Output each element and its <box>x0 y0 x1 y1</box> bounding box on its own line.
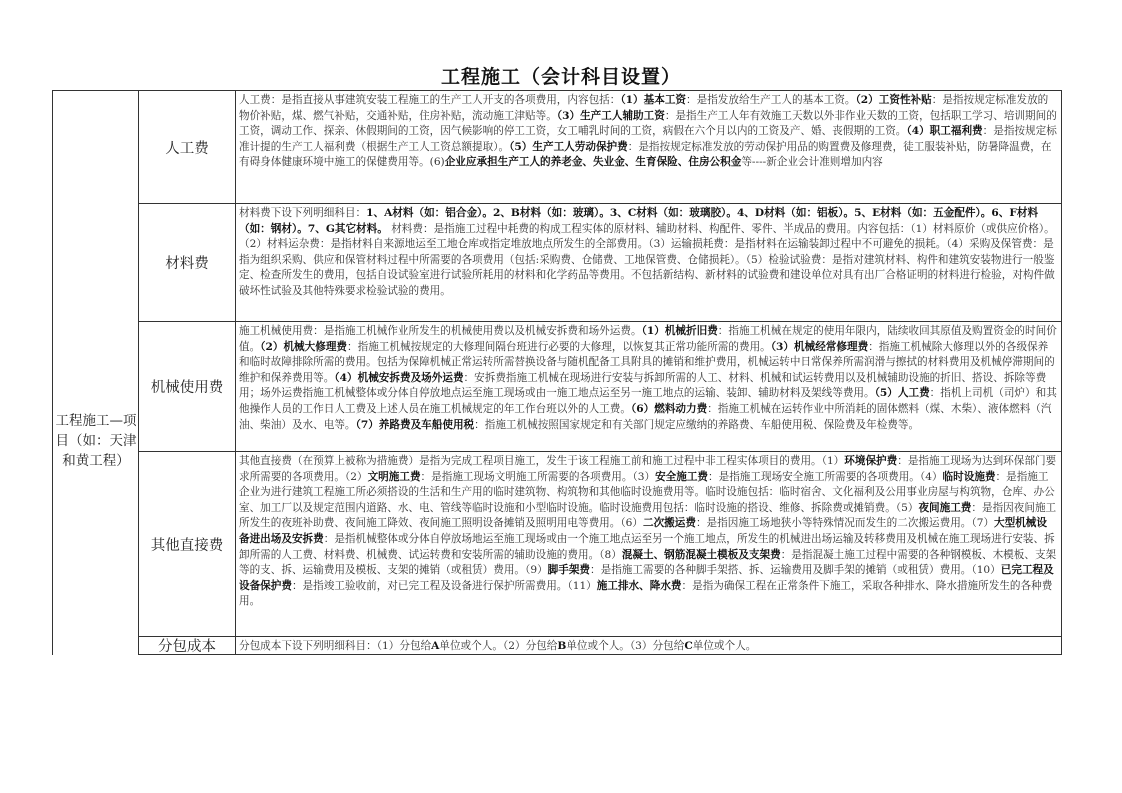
table-row-materials <box>138 203 1062 321</box>
description-text: ：是指按规定标准计提的生产工人福利费（根据生产工人工资总额提取）。 <box>239 125 1057 153</box>
category-labor: 人工费 <box>139 91 236 203</box>
description-term: （4）职工福利费 <box>906 125 983 138</box>
description-machinery <box>236 322 1060 451</box>
description-term: 夜间施工费 <box>918 501 972 514</box>
description-text: ：指施工机械按规定的大修理间隔台班进行必要的大修理，以恢复其正常功能所需的费用。 <box>347 340 771 353</box>
description-other-direct <box>236 452 1060 636</box>
description-materials <box>236 204 1060 321</box>
description-term: 文明施工费 <box>367 470 421 483</box>
table-row-other-direct <box>138 451 1062 636</box>
description-text: 其他直接费（在预算上被称为措施费）是指为完成工程项目施工，发生于该工程施工前和施工过程中非工程实体项目的费用。（1） <box>239 455 845 467</box>
description-text: ：是指按规定标准发放的物价补贴，煤、燃气补贴，交通补贴，住房补贴，流动施工津贴等。 <box>239 94 1049 122</box>
description-term: 临时设施费 <box>942 470 996 483</box>
description-labor <box>236 91 1060 203</box>
cost-account-table <box>52 90 1061 654</box>
description-text: ：是指施工现场安全施工所需要的各项费用。（4） <box>708 470 943 483</box>
description-text: ：指机上司机（司炉）和其他操作人员的工作日人工费及上述人员在施工机械规定的年工作台班以外的人工费。 <box>239 387 1057 415</box>
description-term: （2）机械大修理费 <box>260 340 348 353</box>
description-text: 单位或个人。（3）分包给 <box>566 640 685 652</box>
description-text: 等----新企业会计准则增加内容 <box>741 156 883 169</box>
description-text: ：是指发放给生产工人的基本工资。 <box>686 94 856 106</box>
description-term: 环境保护费 <box>844 455 898 467</box>
description-text: ：是指施工现场为达到环保部门要求所需要的各项费用。（2） <box>239 455 1057 483</box>
description-term: 企业应承担生产工人的养老金、失业金、生育保险、住房公积金 <box>444 156 742 169</box>
description-term: （1）机械折旧费 <box>641 325 718 337</box>
description-term: （3）机械经常修理费 <box>770 340 869 353</box>
description-text: ：是指施工需要的各种脚手架搭、拆、运输费用及脚手架的摊销（或租赁）费用。（10） <box>590 564 1001 577</box>
description-term: 已完工程及设备保护费 <box>239 564 1054 592</box>
description-text: ：是指为确保工程在正常条件下施工，采取各种排水、降水措施所发生的各种费用。 <box>239 579 1053 608</box>
description-term: （6）燃料动力费 <box>630 402 708 415</box>
table-row-subcontract <box>138 636 1062 655</box>
project-label: 工程施工—项目（如：天津和黄工程） <box>55 413 137 469</box>
description-term: 脚手架费 <box>547 564 591 577</box>
description-text: ：是指施工企业为进行建筑工程施工所必须搭设的生活和生产用的临时建筑物、构筑物和其他临时设施费用等。临时设施包括：临时宿舍、文化福利及公用事业房屋与构筑物，仓库、办公室、加工厂以及规定范围内道路、水、电、管线等临时设施和小型临时设施。临时设施费用包括：临时设施的搭设、维修、拆除费或摊销费。（5） <box>239 470 1055 514</box>
description-term: 施工排水、降水费 <box>596 579 682 592</box>
description-term: 大型机械设备进出场及安拆费 <box>239 517 1047 545</box>
description-text: ：指施工机械在运转作业中所消耗的固体燃料（煤、木柴）、液体燃料（汽油、柴油）及水、电等。 <box>239 402 1052 431</box>
description-term: 1、A材料（如：铝合金）。2、B材料（如：玻璃）。3、C材料（如：玻璃胶）。4、D材料（如：铝板）。5、E材料（如：五金配件）。6、F材料（如：钢材）。7、G其它材料。 <box>239 207 1039 235</box>
description-text: 材料费：是指施工过程中耗费的构成工程实体的原材料、辅助材料、构配件、零件、半成品的费用。内容包括：（1）材料原价（或供应价格）。（2）材料运杂费：是指材料自来源地运至工地仓库或指定堆放地点所发生的全部费用。（3）运输损耗费：是指材料在运输装卸过程中不可避免的损耗。（4）采购及保管费：是指为组织采购、供应和保管材料过程中所需要的各项费用（包括:采购费、仓储费、工地保管费、仓储损耗）。（5）检验试验费：是指对建筑材料、构件和建筑安装物进行一般鉴定、检查所发生的费用，包括自设试验室进行试验所耗用的材料和化学药品等费用。不包括新结构、新材料的试验费和建设单位对具有出厂合格证明的材料进行检验，对构件做破坏性试验及其他特殊要求检验试验的费用。 <box>239 222 1055 297</box>
description-term: （5）人工费 <box>874 387 930 400</box>
project-column <box>52 90 139 655</box>
description-text: 材料费下设下列明细科目： <box>239 207 367 219</box>
description-text: ：指施工机械除大修理以外的各级保养和临时故障排除所需的费用。包括为保障机械正常运转所需替换设备与随机配备工具附具的摊销和维护费用，机械运转中日常保养所需润滑与擦拭的材料费用及机械停滞期间的维护和保养费用等。 <box>239 340 1055 384</box>
description-text: 人工费：是指直接从事建筑安装工程施工的生产工人开支的各项费用，内容包括： <box>239 94 621 106</box>
category-materials: 材料费 <box>139 204 236 321</box>
description-term: （3）生产工人辅助工资 <box>556 109 665 122</box>
description-text: 施工机械使用费：是指施工机械作业所发生的机械使用费以及机械安拆费和场外运费。 <box>239 325 642 337</box>
description-text: ：指施工机械按照国家规定和有关部门规定应缴纳的养路费、车船使用税、保险费及年检费等。 <box>474 418 920 431</box>
description-text: 单位或个人。 <box>692 640 757 652</box>
description-text: 分包成本下设下列明细科目：（1）分包给 <box>239 640 432 652</box>
table-row-labor <box>138 90 1062 203</box>
description-term: （7）养路费及车船使用税 <box>355 418 475 431</box>
table-row-machinery <box>138 321 1062 451</box>
description-text: ：是指因施工场地狭小等特殊情况而发生的二次搬运费用。（7） <box>695 517 995 530</box>
description-text: ：是指混凝土施工过程中需要的各种钢模板、木模板、支架等的支、拆、运输费用及模板、支架的摊销（或租赁）费用。（9） <box>239 548 1057 577</box>
description-text: 单位或个人。（2）分包给 <box>439 640 558 652</box>
description-text: ：是指按规定标准发放的劳动保护用品的购置费及修理费，徒工服装补贴，防暑降温费，在有碍身体健康环境中施工的保健费用等。(6) <box>239 140 1052 169</box>
description-term: 混凝土、钢筋混凝土模板及支架费 <box>621 548 781 561</box>
description-text: ：是指因夜间施工所发生的夜班补助费、夜间施工降效、夜间施工照明设备摊销及照明用电等费用。（6） <box>239 501 1057 530</box>
description-term: （2）工资性补贴 <box>855 94 932 106</box>
description-term: 二次搬运费 <box>643 517 696 530</box>
page-title: 工程施工（会计科目设置） <box>440 66 681 88</box>
description-term: （1）基本工资 <box>620 94 687 106</box>
description-text: ：是指施工现场文明施工所需要的各项费用。（3） <box>420 470 656 483</box>
description-subcontract <box>236 637 1060 654</box>
category-other-direct: 其他直接费 <box>139 452 236 636</box>
description-term: C <box>684 640 693 652</box>
category-subcontract: 分包成本 <box>139 637 236 654</box>
description-term: A <box>431 640 440 652</box>
description-text: ：安拆费指施工机械在现场进行安装与拆卸所需的人工、材料、机械和试运转费用以及机械辅助设施的折旧、搭设、拆除等费用；场外运费指施工机械整体或分体自停放地点运至施工现场或由一施工地点运至另一施工地点的运输、装卸、辅助材料及架线等费用。 <box>239 371 1047 400</box>
description-text: ：是指机械整体或分体自停放场地运至施工现场或由一个施工地点运至另一个施工地点，所发生的机械进出场运输及转移费用及机械在施工现场进行安装、拆卸所需的人工费、材料费、机械费、试运转费和安装所需的辅助设施的费用。（8） <box>239 532 1055 561</box>
description-term: 安全施工费 <box>655 470 709 483</box>
description-text: ：指施工机械在规定的使用年限内，陆续收回其原值及购置资金的时间价值。 <box>239 325 1057 353</box>
description-term: （4）机械安拆费及场外运费 <box>334 371 464 384</box>
category-machinery: 机械使用费 <box>139 322 236 451</box>
description-term: B <box>557 640 567 652</box>
description-text: ：是指生产工人年有效施工天数以外非作业天数的工资，包括职工学习、培训期间的工资，调动工作、探亲、休假期间的工资，因气候影响的停工工资，女工哺乳时间的工资，病假在六个月以内的工资及产、婚、丧假期的工资。 <box>239 109 1057 138</box>
description-term: （5）生产工人劳动保护费 <box>509 140 628 153</box>
description-text: ：是指竣工验收前，对已完工程及设备进行保护所需费用。（11） <box>291 579 597 592</box>
